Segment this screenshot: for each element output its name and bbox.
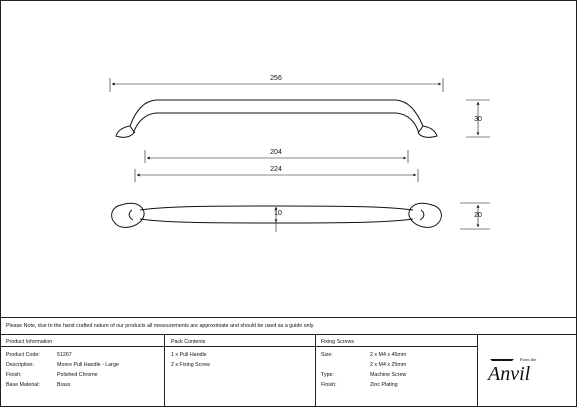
description-value: Moore Pull Handle - Large	[57, 362, 119, 368]
screw-type-value: Machine Screw	[370, 372, 407, 378]
base-material-value: Brass	[57, 382, 71, 388]
logo-small-text: From the	[520, 357, 537, 362]
base-material-label: Base Material:	[6, 382, 40, 388]
column-divider-3	[477, 334, 478, 407]
dim-thickness: 10	[274, 210, 282, 217]
screw-size-2: 2 x M4 x 25mm	[370, 362, 407, 368]
disclaimer-note: Please Note, due to the hand crafted nature of our products all measurements are approximate and should be used as a guide only.	[6, 323, 315, 329]
pack-item-handle: 1 x Pull Handle	[171, 352, 207, 358]
anvil-icon	[490, 359, 514, 361]
column-divider-2	[315, 334, 316, 407]
product-code-label: Product Code:	[6, 352, 40, 358]
fixing-screws-header: Fixing Screws	[321, 339, 354, 345]
dim-overall-length: 256	[270, 75, 282, 82]
logo-brand-text: Anvil	[488, 363, 531, 385]
finish-label: Finish:	[6, 372, 22, 378]
note-bottom-border	[0, 334, 577, 335]
screw-finish-value: Zinc Plating	[370, 382, 398, 388]
anvil-logo	[484, 350, 564, 390]
pack-contents-header: Pack Contents	[171, 339, 206, 345]
dim-height: 30	[474, 116, 482, 123]
column-divider-1	[164, 334, 165, 407]
finish-value: Polished Chrome	[57, 372, 98, 378]
pack-item-screw: 2 x Fixing Screw	[171, 362, 210, 368]
screw-finish-label: Finish:	[321, 382, 337, 388]
table-top-border	[0, 317, 577, 318]
dim-depth: 20	[474, 212, 482, 219]
screw-size-1: 2 x M4 x 45mm	[370, 352, 407, 358]
dim-inner-span: 204	[270, 149, 282, 156]
description-label: Description:	[6, 362, 34, 368]
screw-size-label: Size:	[321, 352, 333, 358]
dim-base-span: 224	[270, 166, 282, 173]
dimension-lines	[110, 78, 490, 232]
product-code-value: 51267	[57, 352, 72, 358]
screw-type-label: Type:	[321, 372, 334, 378]
handle-side-view	[116, 100, 437, 137]
header-bottom-border	[0, 346, 477, 347]
product-info-header: Product Information	[6, 339, 53, 345]
